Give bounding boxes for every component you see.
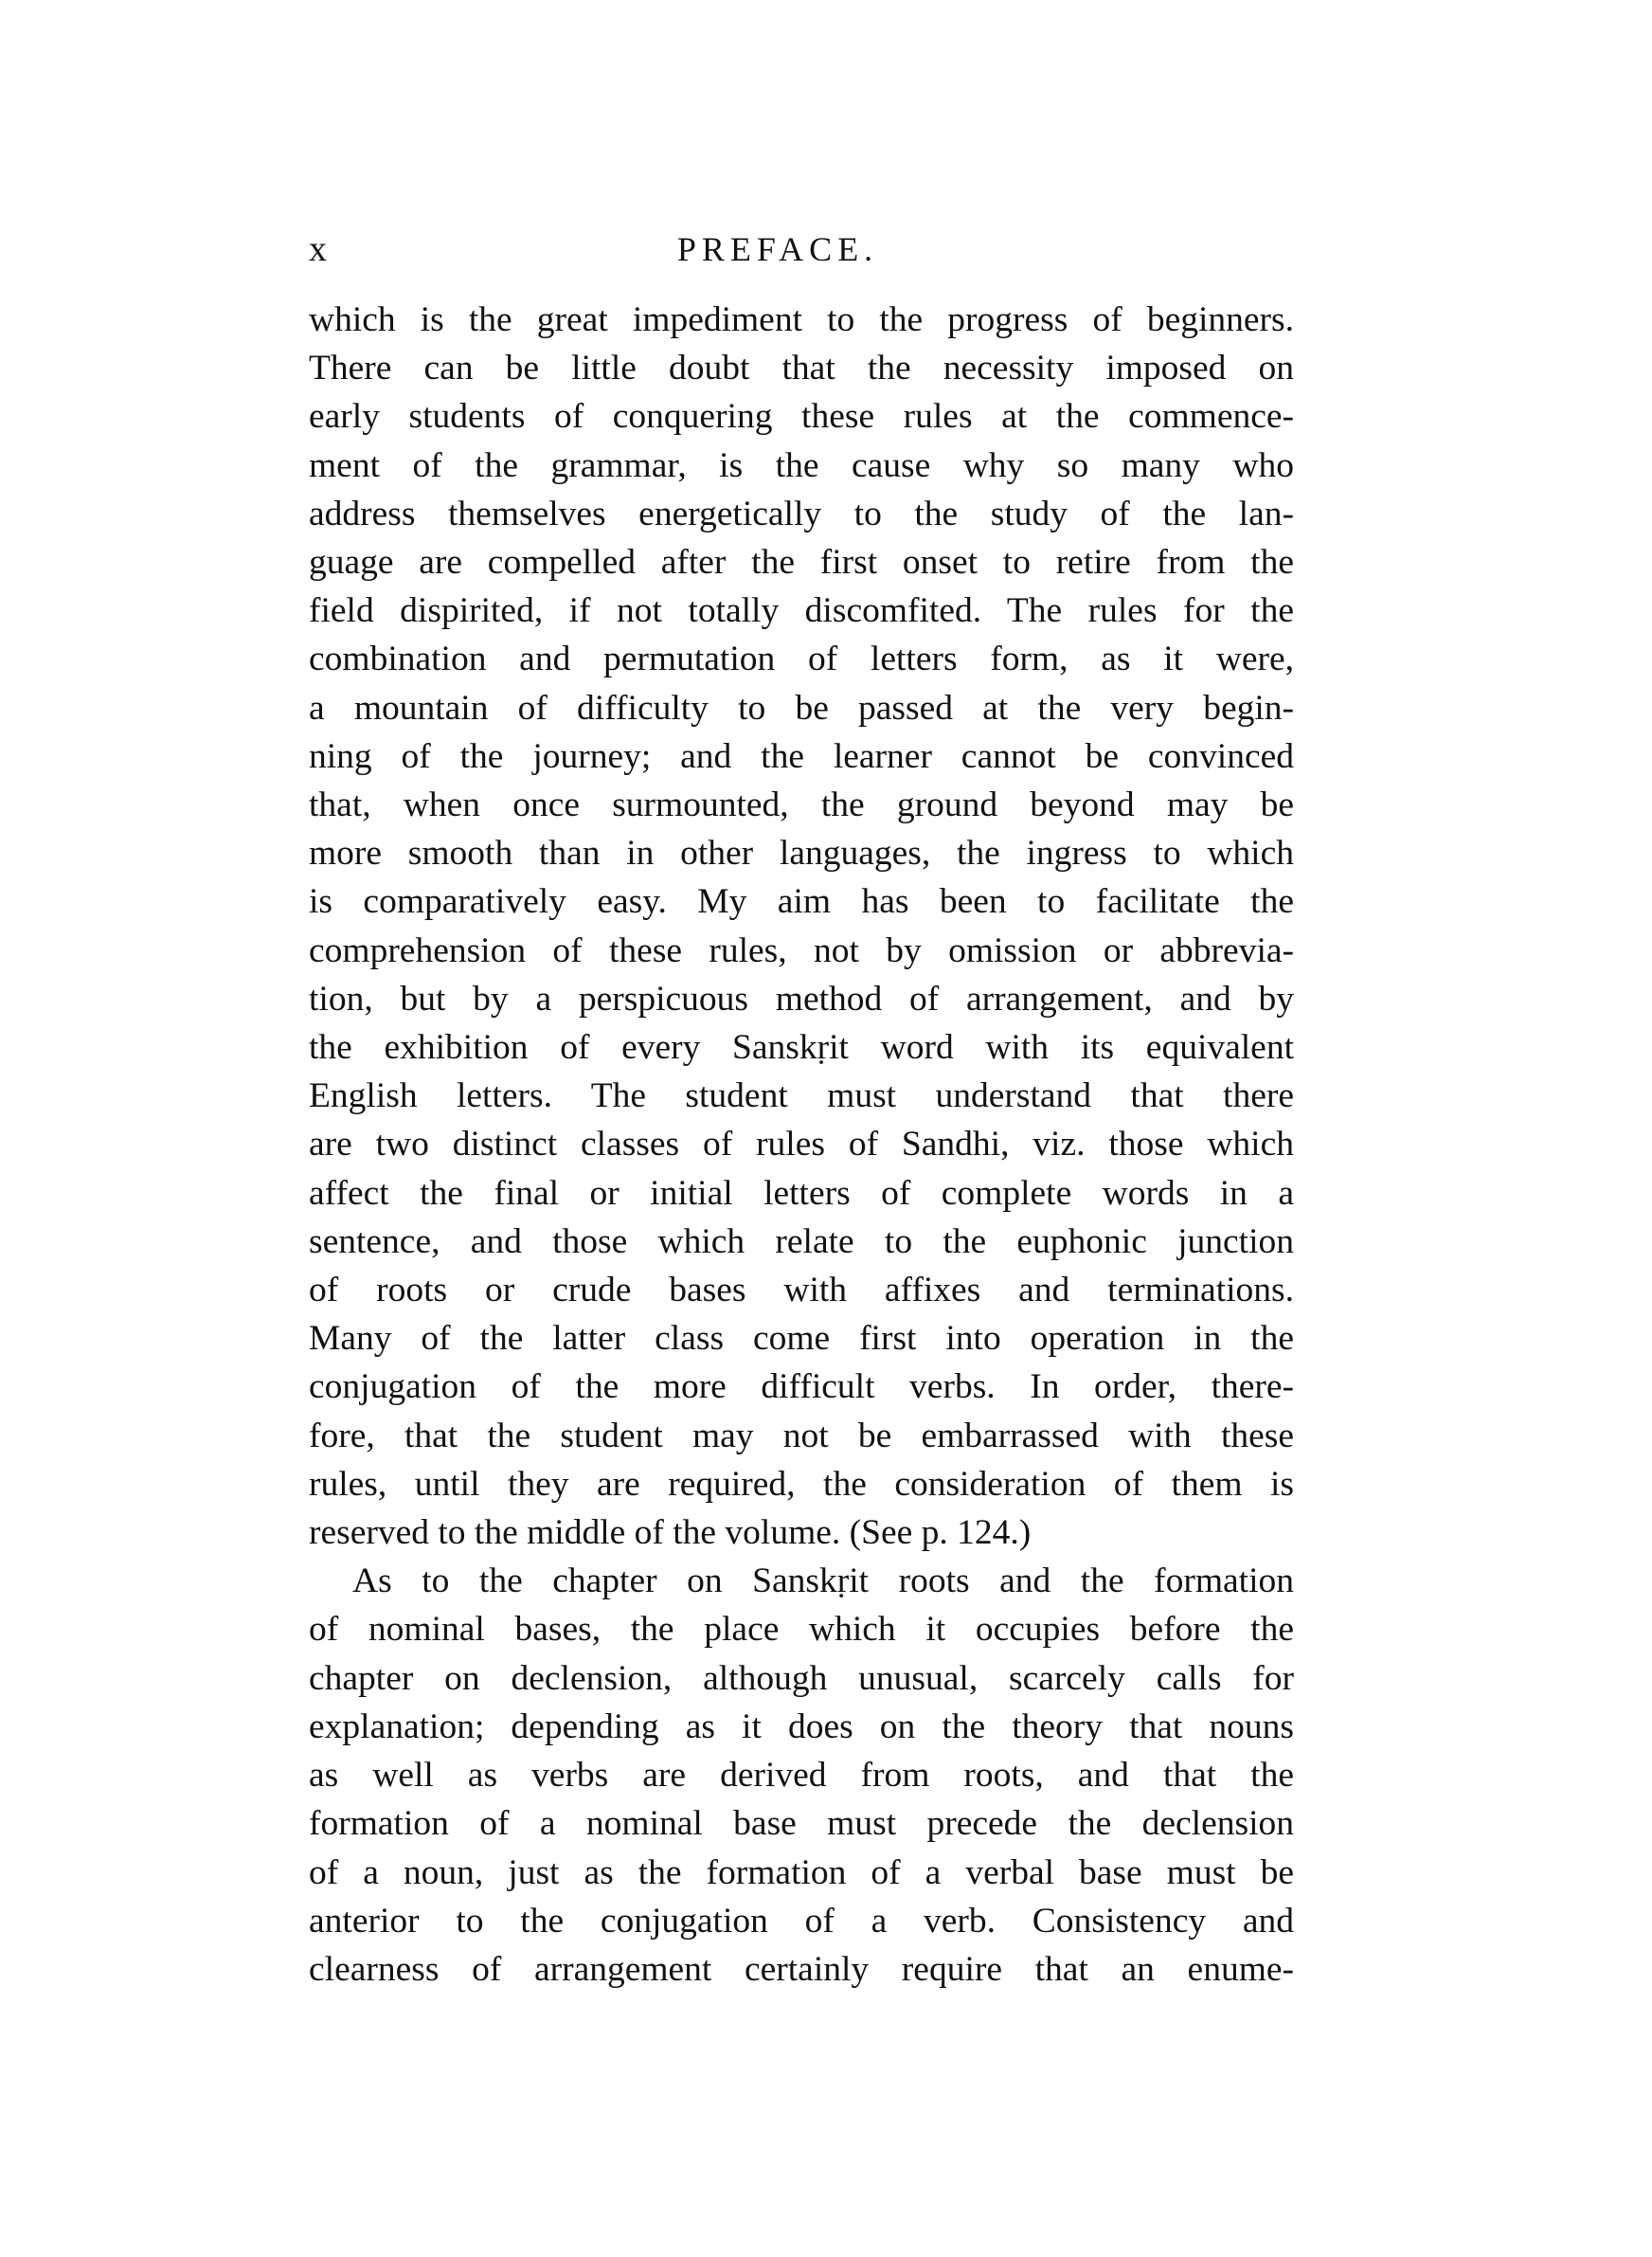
text-line: chapter on declension, although unusual, scarcely calls for (309, 1658, 1294, 1698)
text-line: is comparatively easy. My aim has been to facilitate the (309, 882, 1294, 922)
text-line: rules, until they are required, the consideration of them is (309, 1464, 1294, 1504)
text-line: clearness of arrangement certainly require that an enume- (309, 1949, 1294, 1989)
paragraph-2 (309, 1557, 1294, 1994)
text-line: field dispirited, if not totally discomfited. The rules for the (309, 591, 1294, 631)
text-line: English letters. The student must understand that there (309, 1076, 1294, 1116)
text-line: tion, but by a perspicuous method of arrangement, and by (309, 979, 1294, 1019)
running-head (309, 226, 1294, 273)
text-line: combination and permutation of letters form, as it were, (309, 640, 1294, 679)
text-line: of nominal bases, the place which it occupies before the (309, 1610, 1294, 1650)
text-line: fore, that the student may not be embarrassed with these (309, 1416, 1294, 1455)
page-number: x (309, 229, 327, 269)
paragraph-1 (309, 296, 1294, 1557)
text-line: ning of the journey; and the learner cannot be convinced (309, 736, 1294, 776)
text-line: sentence, and those which relate to the euphonic junction (309, 1221, 1294, 1261)
text-line: anterior to the conjugation of a verb. Consistency and (309, 1901, 1294, 1941)
text-line: Many of the latter class come first into operation in the (309, 1319, 1294, 1359)
text-line: which is the great impediment to the progress of beginners. (309, 300, 1294, 339)
text-line: the exhibition of every Sanskṛit word with its equivalent (309, 1028, 1294, 1068)
text-line: formation of a nominal base must precede the declension (309, 1804, 1294, 1844)
text-line: explanation; depending as it does on the theory that nouns (309, 1706, 1294, 1746)
text-line: affect the final or initial letters of complete words in a (309, 1173, 1294, 1213)
text-line: of roots or crude bases with affixes and terminations. (309, 1271, 1294, 1310)
text-line: reserved to the middle of the volume. (See p. 124.) (309, 1513, 1032, 1553)
text-line: comprehension of these rules, not by omission or abbrevia- (309, 930, 1294, 970)
text-line: as well as verbs are derived from roots, and that the (309, 1756, 1294, 1796)
text-line: more smooth than in other languages, the ingress to which (309, 834, 1294, 874)
running-title: PREFACE. (676, 230, 879, 268)
text-line: that, when once surmounted, the ground beyond may be (309, 785, 1294, 825)
text-line: As to the chapter on Sanskṛit roots and the formation (352, 1562, 1294, 1601)
text-line: There can be little doubt that the necessity imposed on (309, 349, 1294, 388)
text-line: early students of conquering these rules at the commence- (309, 397, 1294, 437)
text-line: address themselves energetically to the study of the lan- (309, 494, 1294, 533)
text-line: conjugation of the more difficult verbs. In order, there- (309, 1367, 1294, 1407)
text-line: are two distinct classes of rules of Sandhi, viz. those which (309, 1125, 1294, 1165)
body-text (309, 296, 1294, 1994)
text-line: guage are compelled after the first onset to retire from the (309, 543, 1294, 583)
text-line: of a noun, just as the formation of a verbal base must be (309, 1852, 1294, 1892)
text-line: a mountain of difficulty to be passed at the very begin- (309, 688, 1294, 728)
text-line: ment of the grammar, is the cause why so many who (309, 445, 1294, 485)
